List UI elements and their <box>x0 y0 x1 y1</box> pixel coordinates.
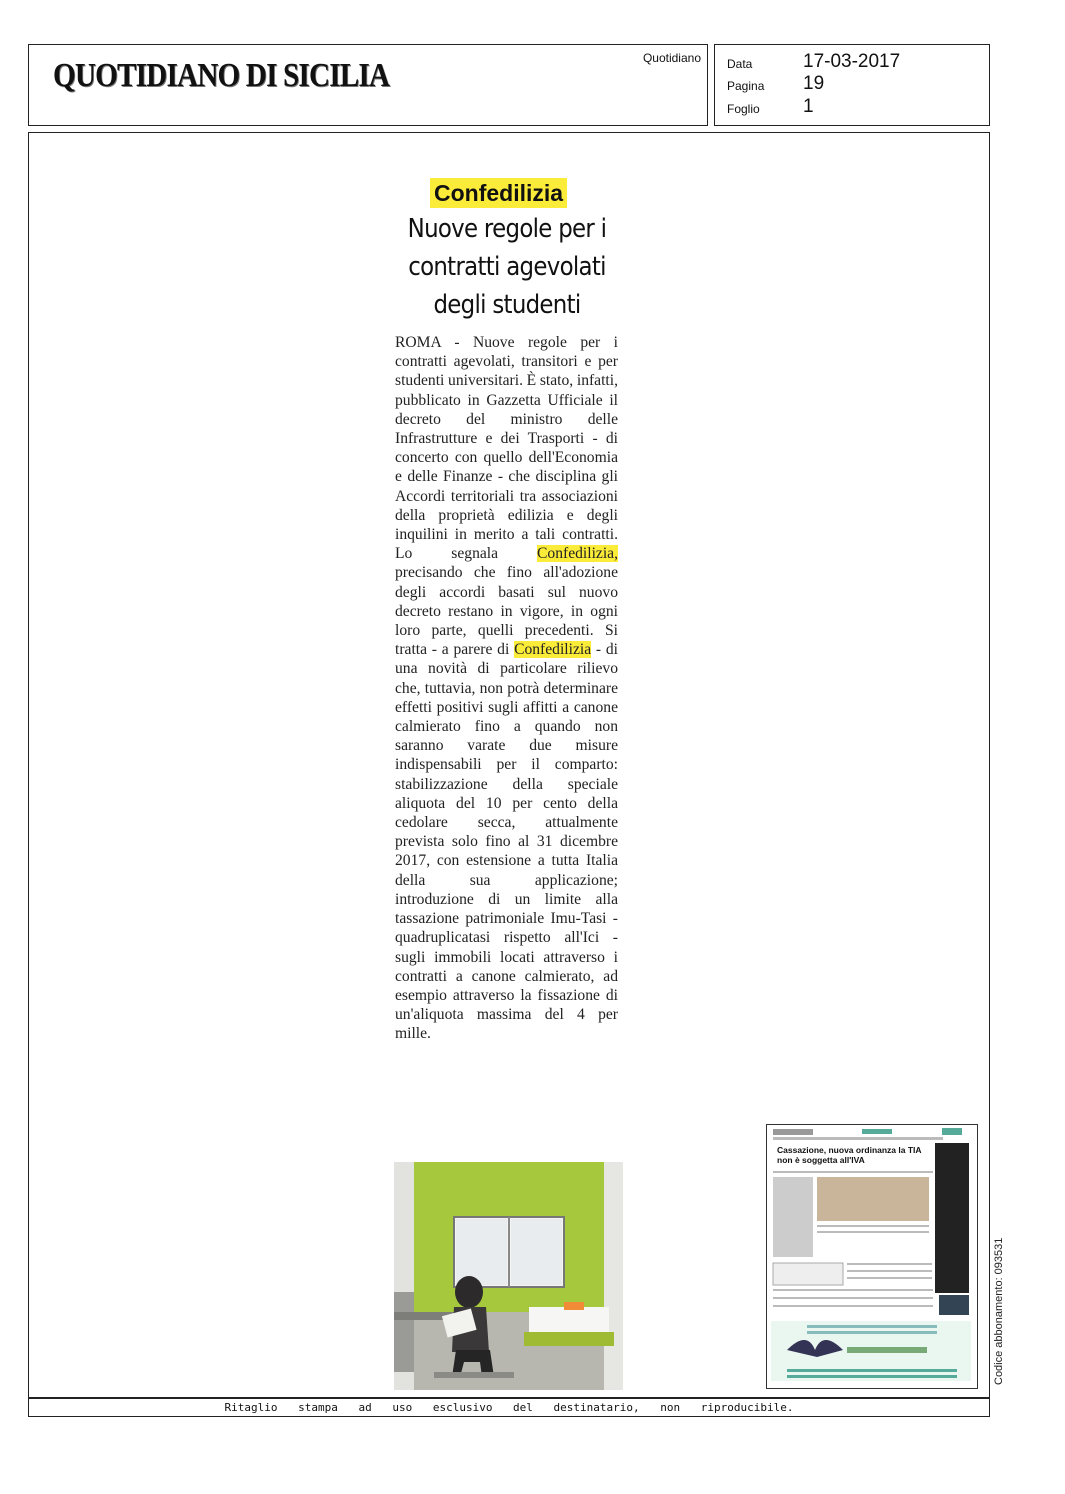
meta-date-value: 17-03-2017 <box>803 51 901 72</box>
article-kicker: Confedilizia <box>430 178 567 208</box>
photo-dorm-room <box>394 1162 623 1390</box>
footer-notice: Ritaglio stampa ad uso esclusivo del destinatario, non riproducibile. <box>28 1398 990 1417</box>
meta-date-label: Data <box>727 57 753 71</box>
header-meta-box <box>714 44 990 126</box>
article-photo <box>394 1162 623 1390</box>
meta-sheet-label: Foglio <box>727 102 760 116</box>
body-part-1: ROMA - Nuove regole per i contratti agevolati, transitori e per studenti universitari. È stato, infatti, pubblicato in Gazzetta Ufficiale il decreto del ministro delle Infrastrutture e dei Trasporti - di concerto con quello dell'Economia e delle Finanze - che disciplina gli Accordi territoriali tra associazioni della proprietà edilizia e degli inquilini in merito a tali contratti. Lo segnala <box>395 334 618 563</box>
meta-sheet-value: 1 <box>803 96 814 117</box>
body-highlight-1: Confedilizia, <box>537 545 618 563</box>
thumbnail-headline: Cassazione, nuova ordinanza la TIA non è soggetta all'IVA <box>777 1145 922 1165</box>
front-page-thumbnail <box>766 1124 978 1389</box>
article-headline: Nuove regole per i contratti agevolati degli studenti <box>407 214 607 320</box>
meta-page-label: Pagina <box>727 79 765 93</box>
article-body <box>395 333 618 1044</box>
body-highlight-2: Confedilizia <box>514 641 592 659</box>
header-masthead-box <box>28 44 708 126</box>
meta-date <box>727 51 977 73</box>
subscription-code: Codice abbonamento: 093531 <box>993 1237 1005 1385</box>
meta-page-value: 19 <box>803 73 825 94</box>
meta-sheet <box>727 96 977 118</box>
masthead: QUOTIDIANO DI SICILIA <box>53 57 390 94</box>
body-part-3: - di una novità di particolare rilievo che, tuttavia, non potrà determinare effetti positivi sugli affitti a canone calmierato fino a quando non saranno varate due misure indispensabili per il comparto: stabilizzazione della speciale aliquota del 10 per cento della cedolare secca, attualmente prevista solo fino al 31 dicembre 2017, con estensione a tutta Italia della sua applicazione; introduzione di un limite alla tassazione patrimoniale Imu-Tasi - quadruplicatasi rispetto all'Ici - sugli immobili locati attraverso i contratti a canone calmierato, ad esempio attraverso la fissazione di un'aliquota massima del 4 per mille. <box>395 641 618 1043</box>
publication-type: Quotidiano <box>642 51 701 65</box>
meta-page <box>727 73 977 95</box>
body-part-2: precisando che fino all'adozione degli accordi basati sul nuovo decreto restano in vigore, in ogni loro parte, quelli precedenti. Si tratta - a parere di <box>395 564 618 659</box>
